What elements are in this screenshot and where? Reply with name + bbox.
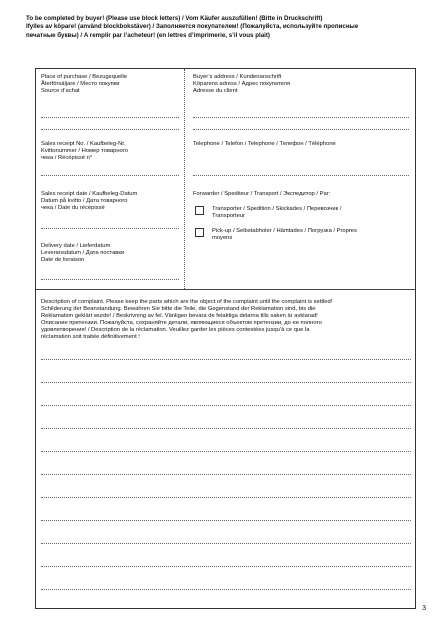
sales-receipt-date-line[interactable] [41, 228, 179, 229]
telephone-line[interactable] [193, 175, 409, 176]
sales-receipt-no-label: Sales receipt No. / Kaufbeleg-Nr. Kvittonummer / Номер товарного чека / Récépissé n° [41, 141, 128, 161]
instructions-line: Ifylles av köpare! (använd blockbokstäver) / Заполняется покупателем! (Пожалуйста, используйте прописные [26, 23, 359, 31]
description-line[interactable] [41, 451, 411, 452]
sales-receipt-date-label: Sales receipt date / Kaufbeleg-Datum Datum på kvitto / Дата товарного чека / Date du récépissé [41, 191, 138, 211]
place-of-purchase-line[interactable] [41, 129, 179, 130]
description-line[interactable] [41, 359, 411, 360]
instructions-line: печатные буквы) / A remplir par l’acheteur! (en lettres d’imprimerie, s’il vous plait) [26, 31, 270, 39]
buyers-address-line[interactable] [193, 129, 409, 130]
telephone-label: Telephone / Telefon / Telephone / Телефон / Téléphone [193, 141, 336, 147]
transporter-label: Transporter / Spedition / Skickades / Перевозчик / Transporteur [212, 206, 342, 219]
sales-receipt-no-line[interactable] [41, 175, 179, 176]
description-line[interactable] [41, 474, 411, 475]
pickup-label: Pick-up / Selbstabholer / Hämtades / Погрузка / Propres moyens [212, 228, 357, 241]
complaint-form [35, 68, 416, 609]
complaint-description-label: Description of complaint. Please keep the parts which are the object of the complaint until the complaint is settled! Schilderung der Beanstandung. Bewahren Sie bitte die Teile, die Gegenstand der Reklamation sind, bis die Reklamation geklärt wurde! / Beskrivning av fel. Vänligen bevara de felaktiga delarna tills saken är avklarad! Описание претензии. Пожалуйста, сохраняйте детали, являющиеся объектом претензии, до ее полного удовлетворения! / Description de la réclamation. Veuillez garder les pièces contestées jusqu’à ce que la réclamation soit traitée définitivement ! [41, 299, 333, 341]
description-line[interactable] [41, 566, 411, 567]
form-instructions [26, 15, 426, 40]
transporter-checkbox[interactable] [195, 206, 204, 215]
description-line[interactable] [41, 382, 411, 383]
forwarder-label: Forwarder / Spediteur / Transport / Экспедитор / Par: [193, 191, 331, 197]
description-line[interactable] [41, 589, 411, 590]
section-separator [36, 289, 415, 290]
place-of-purchase-line[interactable] [41, 117, 179, 118]
description-line[interactable] [41, 428, 411, 429]
description-line[interactable] [41, 405, 411, 406]
place-of-purchase-label: Place of purchase / Bezugsquelle Återförsäljare / Место покупки Source d’achat [41, 74, 128, 94]
column-divider [184, 69, 185, 289]
page-number: 3 [422, 605, 426, 612]
pickup-checkbox[interactable] [195, 228, 204, 237]
buyers-address-line[interactable] [193, 117, 409, 118]
delivery-date-line[interactable] [41, 279, 179, 280]
delivery-date-label: Delivery date / Lieferdatum Leveransdatum / Дата поставки Date de livraison [41, 243, 125, 263]
buyers-address-label: Buyer’s address / Kundenanschrift Köparens adress / Адрес покупателя Adresse du client [193, 74, 291, 94]
description-line[interactable] [41, 520, 411, 521]
instructions-line: To be completed by buyer! (Please use block letters) / Vom Käufer auszufüllen! (Bitte in Druckschrift) [26, 15, 323, 22]
description-line[interactable] [41, 497, 411, 498]
description-line[interactable] [41, 543, 411, 544]
